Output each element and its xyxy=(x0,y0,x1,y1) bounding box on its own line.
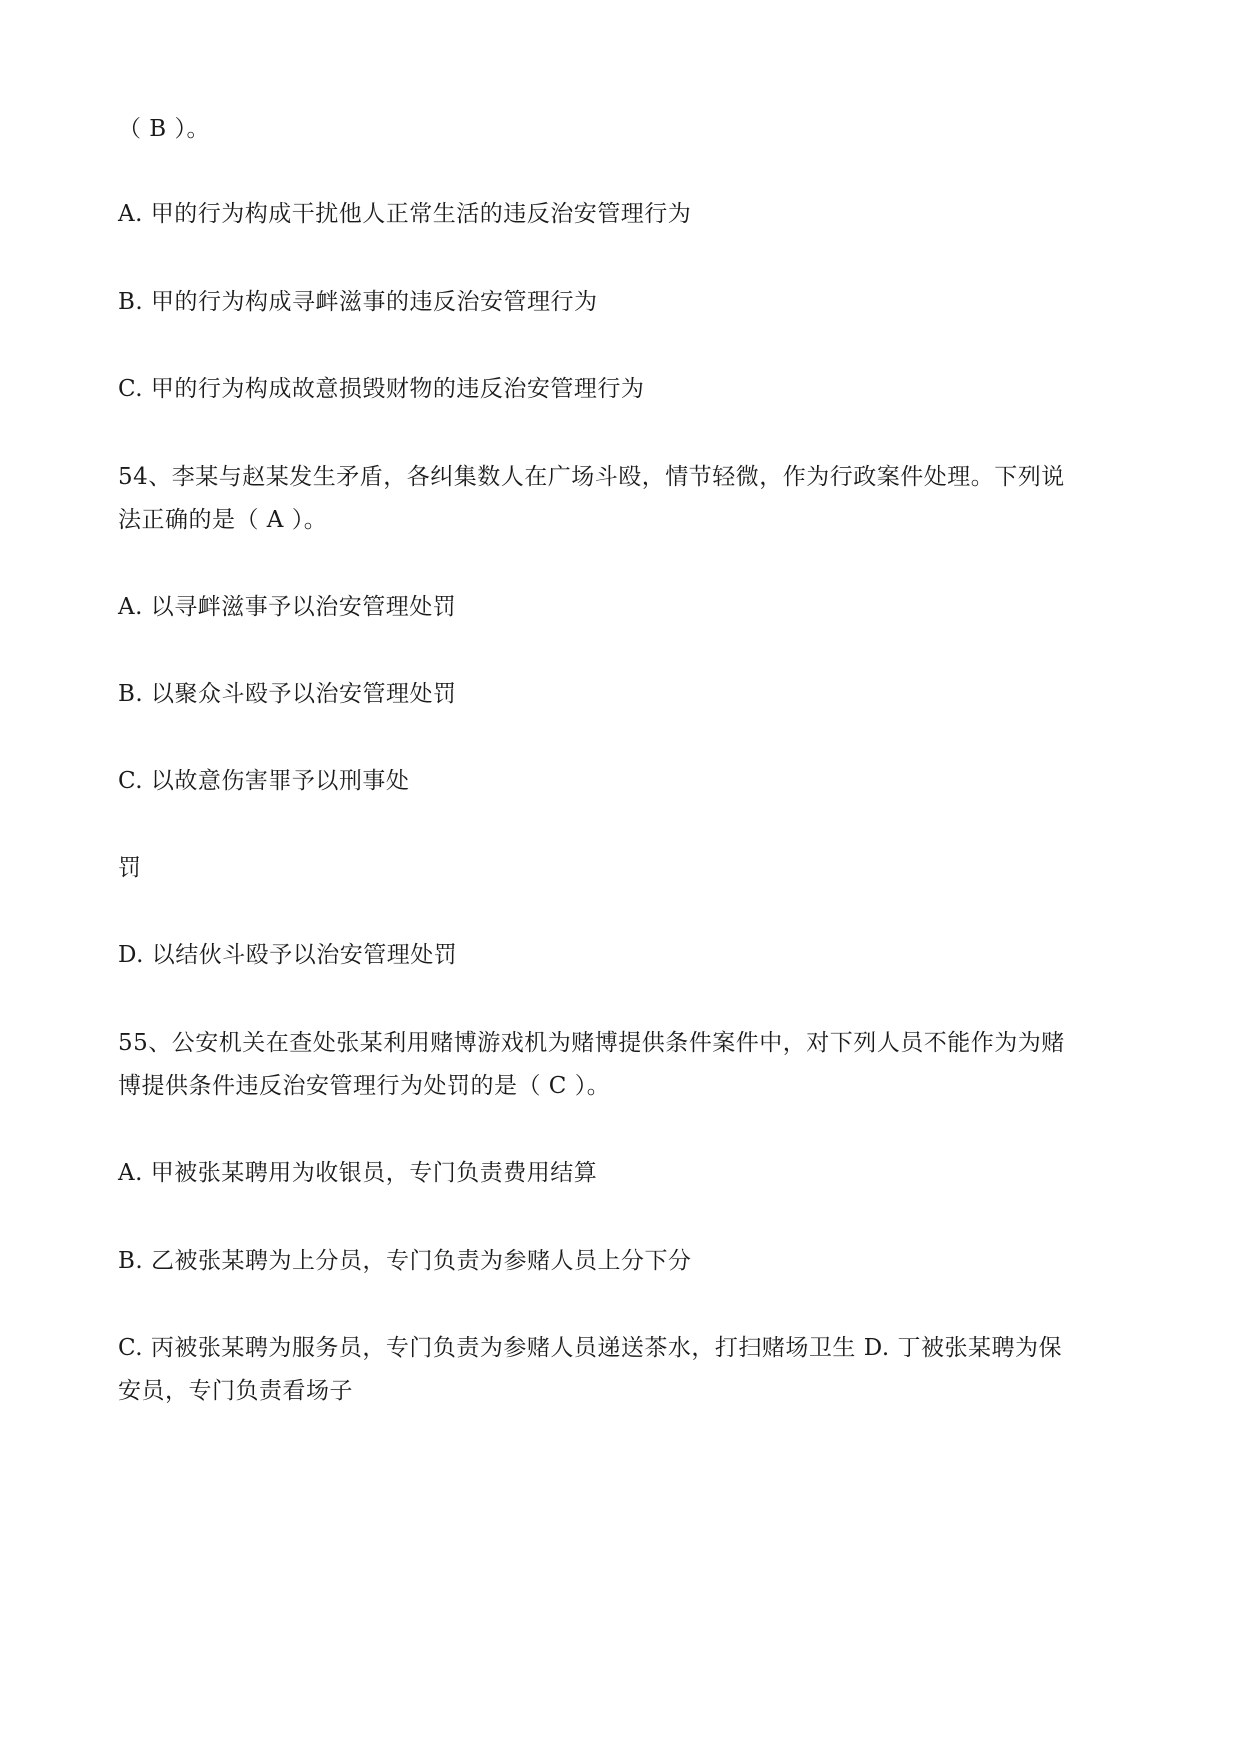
q55-option-c-d-line1: C. 丙被张某聘为服务员，专门负责为参赌人员递送茶水，打扫赌场卫生 D. 丁被张某聘为保 xyxy=(118,1335,1062,1361)
q55-stem-line2: 博提供条件违反治安管理行为处罚的是（ C ）。 xyxy=(118,1073,611,1099)
q54-stem-line1: 54、李某与赵某发生矛盾，各纠集数人在广场斗殴，情节轻微，作为行政案件处理。下列说 xyxy=(118,464,1065,490)
q54-option-c-continued: 罚 xyxy=(118,855,142,881)
q54-option-a: A. 以寻衅滋事予以治安管理处罚 xyxy=(118,594,457,620)
q54-option-b: B. 以聚众斗殴予以治安管理处罚 xyxy=(118,681,457,707)
q55-option-b: B. 乙被张某聘为上分员，专门负责为参赌人员上分下分 xyxy=(118,1248,692,1274)
q54-option-d: D. 以结伙斗殴予以治安管理处罚 xyxy=(118,942,458,968)
q55-option-a: A. 甲被张某聘用为收银员，专门负责费用结算 xyxy=(118,1160,598,1186)
q55-stem-line1: 55、公安机关在查处张某利用赌博游戏机为赌博提供条件案件中，对下列人员不能作为为赌 xyxy=(118,1030,1065,1056)
q53-option-b: B. 甲的行为构成寻衅滋事的违反治安管理行为 xyxy=(118,289,598,315)
q54-option-c: C. 以故意伤害罪予以刑事处 xyxy=(118,768,410,794)
q53-answer-line: （ B ）。 xyxy=(118,116,211,142)
q55-option-d-line2: 安员，专门负责看场子 xyxy=(118,1378,353,1404)
q54-stem-line2: 法正确的是（ A ）。 xyxy=(118,507,328,533)
q53-option-c: C. 甲的行为构成故意损毁财物的违反治安管理行为 xyxy=(118,376,645,402)
q53-option-a: A. 甲的行为构成干扰他人正常生活的违反治安管理行为 xyxy=(118,201,692,227)
